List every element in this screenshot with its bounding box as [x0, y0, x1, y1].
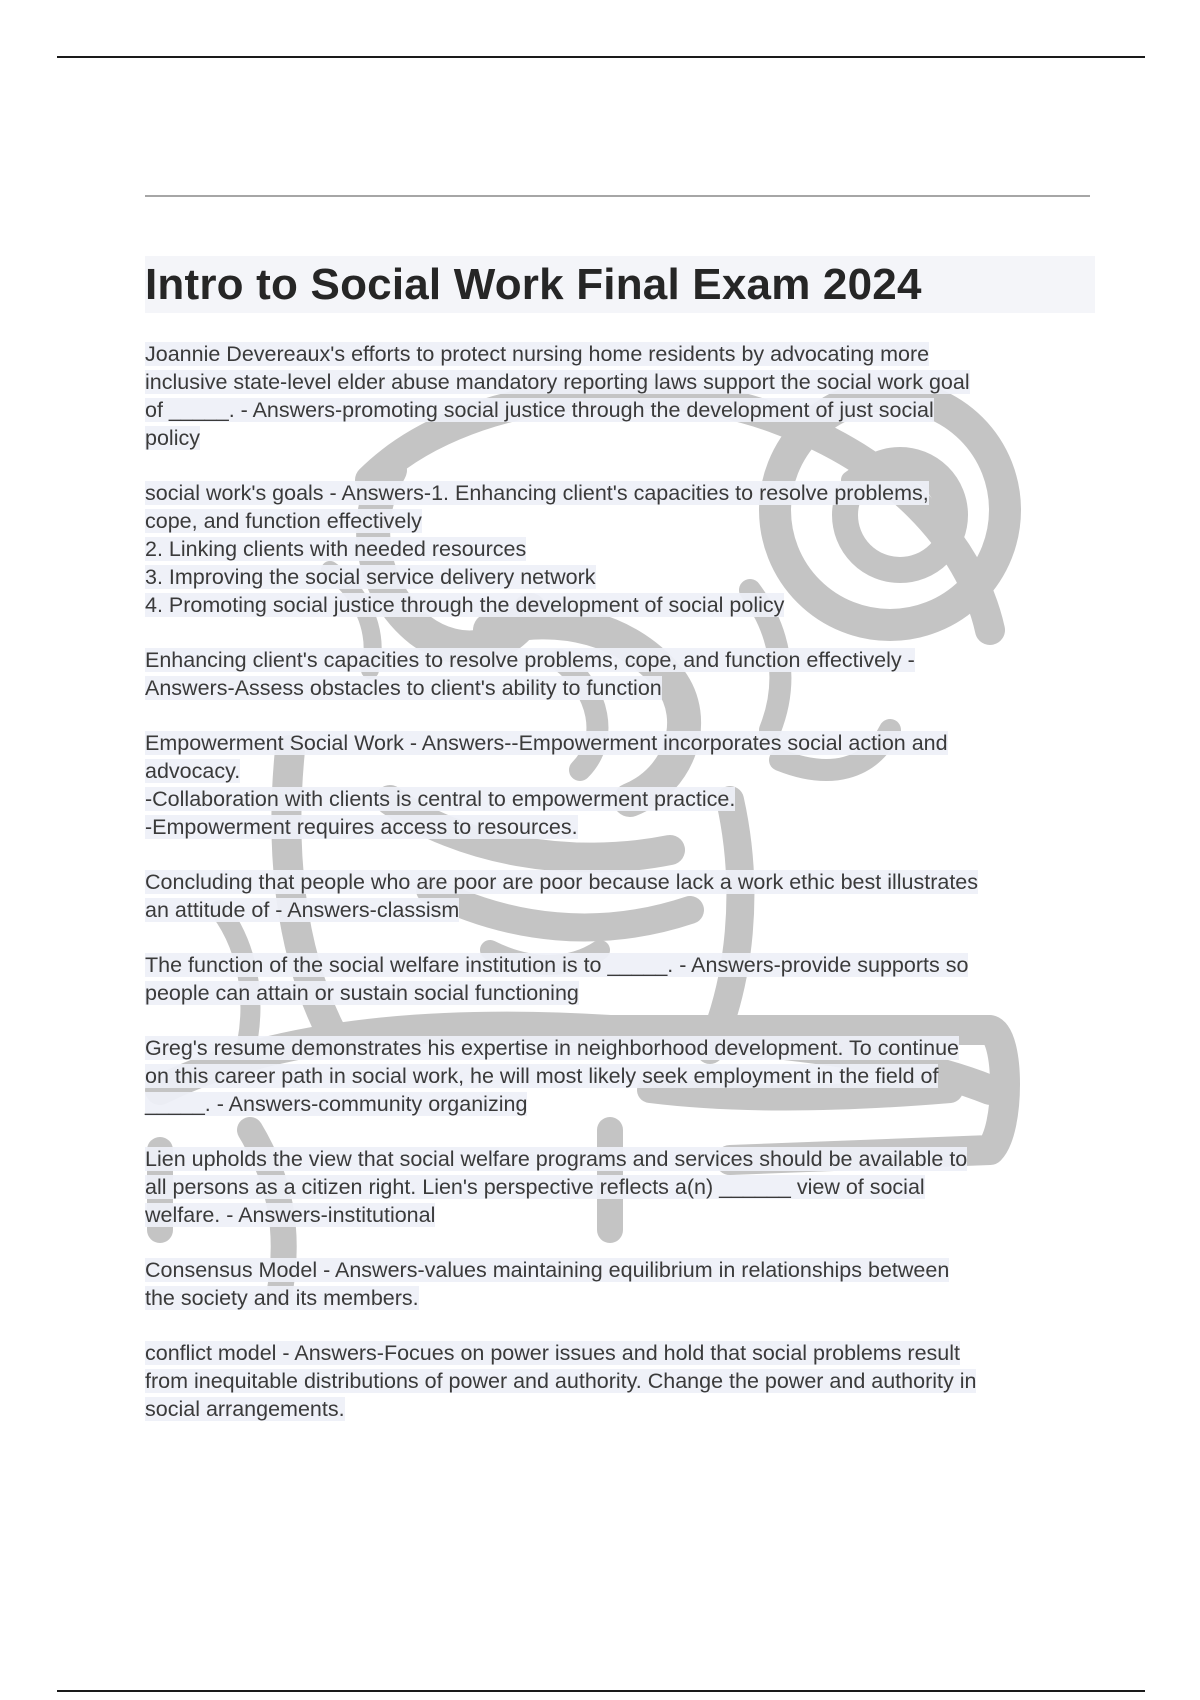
qa-line: _____. - Answers-community organizing [145, 1092, 528, 1116]
qa-line: Concluding that people who are poor are poor because lack a work ethic best illustrates [145, 870, 979, 894]
qa-line: -Empowerment requires access to resources. [145, 815, 578, 839]
qa-entry [145, 1034, 1095, 1118]
qa-entry [145, 1145, 1095, 1229]
qa-line: an attitude of - Answers-classism [145, 898, 460, 922]
qa-entry [145, 951, 1095, 1007]
qa-line: Joannie Devereaux's efforts to protect nursing home residents by advocating more [145, 342, 930, 366]
qa-line: on this career path in social work, he will most likely seek employment in the field of [145, 1064, 939, 1088]
qa-line: Answers-Assess obstacles to client's ability to function [145, 676, 662, 700]
qa-line: -Collaboration with clients is central to empowerment practice. [145, 787, 736, 811]
qa-line: inclusive state-level elder abuse mandatory reporting laws support the social work goal [145, 370, 970, 394]
qa-line: conflict model - Answers-Focues on power issues and hold that social problems result [145, 1341, 960, 1365]
qa-entry [145, 646, 1095, 702]
qa-line: policy [145, 426, 200, 450]
qa-line: The function of the social welfare institution is to _____. - Answers-provide supports so [145, 953, 969, 977]
document-title: Intro to Social Work Final Exam 2024 [145, 259, 922, 309]
qa-entry [145, 729, 1095, 841]
title-band [145, 256, 1095, 313]
qa-entry [145, 479, 1095, 619]
qa-line: Enhancing client's capacities to resolve problems, cope, and function effectively - [145, 648, 915, 672]
qa-line: Empowerment Social Work - Answers--Empowerment incorporates social action and [145, 731, 948, 755]
qa-line: all persons as a citizen right. Lien's perspective reflects a(n) ______ view of social [145, 1175, 925, 1199]
qa-line: advocacy. [145, 759, 241, 783]
qa-line: the society and its members. [145, 1286, 419, 1310]
qa-line: Lien upholds the view that social welfare programs and services should be available to [145, 1147, 968, 1171]
qa-entry [145, 868, 1095, 924]
qa-line: of _____. - Answers-promoting social justice through the development of just social [145, 398, 934, 422]
qa-line: 3. Improving the social service delivery network [145, 565, 596, 589]
page-bottom-rule [57, 1690, 1145, 1692]
qa-line: social arrangements. [145, 1397, 345, 1421]
qa-line: 2. Linking clients with needed resources [145, 537, 527, 561]
qa-line: Consensus Model - Answers-values maintaining equilibrium in relationships between [145, 1258, 950, 1282]
qa-line: 4. Promoting social justice through the development of social policy [145, 593, 785, 617]
page-top-rule [57, 56, 1145, 58]
qa-entry [145, 1339, 1095, 1423]
qa-line: welfare. - Answers-institutional [145, 1203, 436, 1227]
qa-line: Greg's resume demonstrates his expertise in neighborhood development. To continue [145, 1036, 960, 1060]
header-divider [145, 195, 1090, 197]
qa-list [145, 340, 1095, 1423]
qa-entry [145, 1256, 1095, 1312]
qa-entry [145, 340, 1095, 452]
qa-line: social work's goals - Answers-1. Enhancing client's capacities to resolve problems, [145, 481, 929, 505]
document-body [145, 256, 1095, 1450]
qa-line: cope, and function effectively [145, 509, 422, 533]
qa-line: from inequitable distributions of power and authority. Change the power and authority in [145, 1369, 977, 1393]
qa-line: people can attain or sustain social functioning [145, 981, 579, 1005]
